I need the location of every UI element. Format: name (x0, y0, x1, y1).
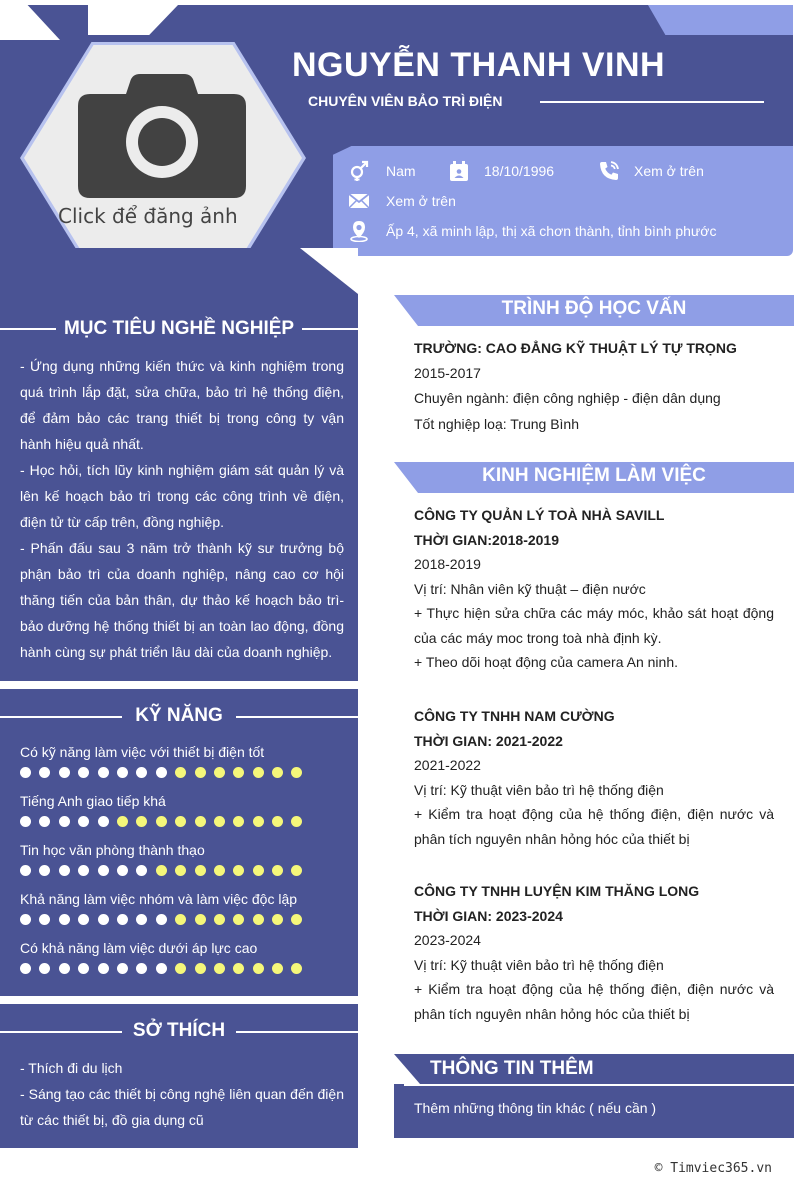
skill-dot-filled (20, 914, 31, 925)
skill-dot-filled (117, 767, 128, 778)
skill-item (20, 940, 350, 989)
phone-value: Xem ở trên (634, 163, 704, 179)
skill-dot-empty (272, 865, 283, 876)
hobbies-rule-right (236, 1031, 358, 1033)
skill-dot-filled (59, 914, 70, 925)
job-position: Vị trí: Nhân viên kỹ thuật – điện nước (414, 580, 646, 597)
skill-dot-empty (253, 816, 264, 827)
skill-dot-empty (291, 963, 302, 974)
objective-rule-right (302, 328, 358, 330)
birthday-value: 18/10/1996 (484, 163, 555, 179)
job-years: 2021-2022 (414, 757, 481, 773)
skill-dot-empty (272, 914, 283, 925)
job-task: + Kiểm tra hoạt động của hệ thống điện, điện nước và phân tích nguyên nhân hỏng hóc của thiết bị (414, 981, 774, 1022)
skill-dot-filled (20, 816, 31, 827)
skills-rule-right (236, 716, 358, 718)
skill-dot-filled (59, 767, 70, 778)
skill-dot-filled (136, 963, 147, 974)
skill-dot-filled (136, 767, 147, 778)
skill-dot-empty (195, 767, 206, 778)
skill-item (20, 842, 350, 891)
skill-dot-filled (78, 816, 89, 827)
skill-dot-filled (39, 914, 50, 925)
footer-credit: © Timviec365.vn (654, 1161, 772, 1176)
objective-line: - Ứng dụng những kiến thức và kinh nghiệm trong quá trình lắp đặt, sửa chữa, bảo trì hệ thống điện, để đảm bảo các trang thiết bị trong công ty vận hành hiệu quả nhất. (20, 358, 344, 452)
skill-name: Có kỹ năng làm việc với thiết bị điện tốt (20, 744, 265, 760)
objective-line: - Học hỏi, tích lũy kinh nghiệm giám sát quản lý và lên kế hoạch bảo trì trong các công trình về điện, điện tử từ cấp trên, đồng nghiệp. (20, 462, 344, 530)
job-entry (414, 879, 774, 1026)
skill-dot-empty (136, 816, 147, 827)
skill-dot-empty (291, 816, 302, 827)
skill-dot-filled (39, 865, 50, 876)
skill-dot-filled (20, 963, 31, 974)
hobbies-title: SỞ THÍCH (132, 1020, 226, 1041)
skill-dot-empty (175, 816, 186, 827)
job-years: 2018-2019 (414, 556, 481, 572)
skill-dot-empty (195, 865, 206, 876)
skill-dot-filled (98, 767, 109, 778)
skills-list (20, 744, 350, 989)
job-task: + Kiểm tra hoạt động của hệ thống điện, điện nước và phân tích nguyên nhân hỏng hóc của thiết bị (414, 806, 774, 847)
skill-dot-empty (253, 767, 264, 778)
skill-rating (20, 914, 350, 925)
job-entry (414, 704, 774, 851)
skill-dot-filled (78, 963, 89, 974)
skill-dot-filled (98, 914, 109, 925)
skill-dot-empty (233, 816, 244, 827)
education-years: 2015-2017 (414, 364, 481, 381)
skill-dot-empty (214, 914, 225, 925)
skill-dot-filled (20, 767, 31, 778)
job-years: 2023-2024 (414, 932, 481, 948)
skill-dot-filled (117, 914, 128, 925)
gender-icon (348, 160, 370, 182)
role-divider (540, 101, 764, 103)
job-task: + Theo dõi hoạt động của camera An ninh. (414, 654, 678, 670)
hobby-line: - Sáng tạo các thiết bị công nghệ liên quan đến điện từ các thiết bị, đồ gia dụng cũ (20, 1086, 344, 1128)
skill-dot-filled (117, 865, 128, 876)
skill-dot-filled (117, 963, 128, 974)
skill-dot-empty (214, 767, 225, 778)
skill-dot-empty (272, 963, 283, 974)
job-task: + Thực hiện sửa chữa các máy móc, khảo sát hoạt động của các máy moc trong toà nhà định kỳ. (414, 605, 774, 646)
skills-rule-left (0, 716, 122, 718)
skill-dot-empty (253, 914, 264, 925)
skill-name: Tin học văn phòng thành thạo (20, 842, 205, 858)
skill-dot-empty (272, 767, 283, 778)
objective-text (20, 353, 344, 665)
header-tab-decoration (648, 5, 793, 35)
objective-line: - Phấn đấu sau 3 năm trở thành kỹ sư trưởng bộ phận bảo trì của doanh nghiệp, nâng cao cơ hội thăng tiến của bản thân, dự thảo kế hoạch bảo trì- bảo dưỡng hệ thống thiết bị an toàn lao động, đồng hành cùng sự phát triển lâu dài của doanh nghiệp. (20, 540, 344, 660)
skill-name: Khả năng làm việc nhóm và làm việc độc lập (20, 891, 298, 907)
calendar-icon (448, 160, 470, 182)
skill-dot-empty (272, 816, 283, 827)
skill-dot-filled (136, 914, 147, 925)
skill-dot-filled (20, 865, 31, 876)
skill-dot-empty (291, 914, 302, 925)
skill-dot-empty (214, 865, 225, 876)
extra-info-text: Thêm những thông tin khác ( nếu cần ) (414, 1100, 657, 1116)
education-grade: Tốt nghiệp loạ: Trung Bình (414, 415, 579, 432)
extra-info-title: THÔNG TIN THÊM (430, 1058, 594, 1079)
skill-dot-empty (233, 914, 244, 925)
job-company: CÔNG TY TNHH LUYỆN KIM THĂNG LONG (414, 883, 700, 899)
school-name: TRƯỜNG: CAO ĐẲNG KỸ THUẬT LÝ TỰ TRỌNG (414, 340, 737, 356)
skill-dot-empty (233, 767, 244, 778)
candidate-role: CHUYÊN VIÊN BẢO TRÌ ĐIỆN (308, 93, 503, 109)
skill-dot-empty (233, 963, 244, 974)
skill-dot-empty (253, 865, 264, 876)
candidate-name: NGUYỄN THANH VINH (292, 46, 666, 84)
education-details (414, 336, 784, 436)
extra-info-rule (404, 1084, 794, 1086)
job-time: THỜI GIAN: 2021-2022 (414, 732, 563, 749)
skill-dot-empty (214, 816, 225, 827)
skill-dot-empty (291, 767, 302, 778)
skill-dot-empty (214, 963, 225, 974)
hobby-line: - Thích đi du lịch (20, 1060, 123, 1076)
skill-dot-empty (195, 963, 206, 974)
skill-name: Có khả năng làm việc dưới áp lực cao (20, 940, 258, 956)
objective-title: MỤC TIÊU NGHỀ NGHIỆP (63, 318, 295, 339)
camera-icon[interactable] (78, 74, 246, 203)
skill-item (20, 891, 350, 940)
job-entry (414, 503, 774, 675)
education-title: TRÌNH ĐỘ HỌC VẤN (501, 298, 687, 319)
objective-rule-left (0, 328, 56, 330)
education-major: Chuyên ngành: điện công nghiệp - điện dân dụng (414, 390, 721, 406)
phone-icon (598, 160, 620, 182)
skill-dot-filled (39, 816, 50, 827)
skill-dot-filled (156, 914, 167, 925)
skill-dot-empty (156, 865, 167, 876)
skill-dot-empty (156, 816, 167, 827)
skill-dot-filled (59, 865, 70, 876)
job-position: Vị trí: Kỹ thuật viên bảo trì hệ thống điện (414, 956, 664, 973)
skill-dot-empty (195, 914, 206, 925)
skill-dot-filled (156, 963, 167, 974)
email-value: Xem ở trên (386, 193, 456, 209)
skill-dot-empty (233, 865, 244, 876)
skill-dot-filled (78, 865, 89, 876)
skill-dot-empty (253, 963, 264, 974)
skill-dot-filled (98, 963, 109, 974)
skill-dot-filled (59, 816, 70, 827)
skill-dot-filled (136, 865, 147, 876)
skill-dot-filled (78, 914, 89, 925)
skill-dot-empty (175, 865, 186, 876)
experience-title: KINH NGHIỆM LÀM VIỆC (482, 465, 706, 486)
email-icon (348, 190, 370, 212)
skill-rating (20, 865, 350, 876)
skill-dot-filled (59, 963, 70, 974)
skill-dot-empty (195, 816, 206, 827)
location-icon (348, 220, 370, 242)
skill-rating (20, 767, 350, 778)
skill-dot-filled (78, 767, 89, 778)
skill-dot-empty (175, 767, 186, 778)
photo-upload-label[interactable]: Click để đăng ảnh (58, 204, 238, 228)
skill-dot-empty (175, 914, 186, 925)
skill-item (20, 793, 350, 842)
skill-dot-filled (98, 865, 109, 876)
skill-dot-filled (156, 767, 167, 778)
skill-dot-empty (117, 816, 128, 827)
skills-title: KỸ NĂNG (135, 705, 223, 726)
job-position: Vị trí: Kỹ thuật viên bảo trì hệ thống điện (414, 781, 664, 798)
job-company: CÔNG TY TNHH NAM CƯỜNG (414, 708, 615, 724)
skill-dot-filled (39, 767, 50, 778)
skill-dot-empty (175, 963, 186, 974)
address-value: Ấp 4, xã minh lập, thị xã chơn thành, tỉnh bình phước (386, 223, 717, 239)
job-time: THỜI GIAN: 2023-2024 (414, 907, 563, 924)
skill-rating (20, 963, 350, 974)
skill-dot-filled (39, 963, 50, 974)
skill-rating (20, 816, 350, 827)
skill-dot-empty (291, 865, 302, 876)
gender-value: Nam (386, 163, 416, 179)
hobbies-rule-left (0, 1031, 122, 1033)
job-time: THỜI GIAN:2018-2019 (414, 531, 559, 548)
job-company: CÔNG TY QUẢN LÝ TOÀ NHÀ SAVILL (414, 507, 665, 523)
skill-item (20, 744, 350, 793)
hobbies-text (20, 1055, 344, 1133)
skill-name: Tiếng Anh giao tiếp khá (20, 793, 166, 809)
skill-dot-filled (98, 816, 109, 827)
